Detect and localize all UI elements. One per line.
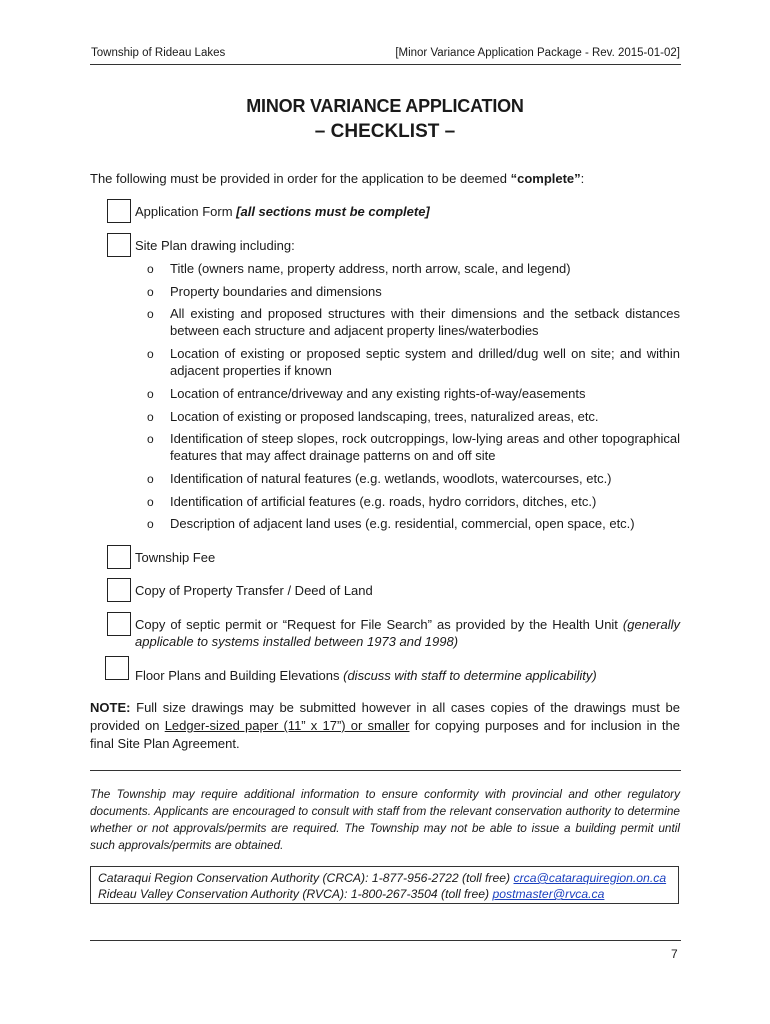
footer-divider [90, 940, 681, 941]
bullet-symbol: o [147, 517, 154, 531]
page-number: 7 [671, 947, 678, 961]
bullet-symbol: o [147, 307, 154, 321]
item-septic-permit [135, 616, 680, 650]
disclaimer: The Township may require additional information to ensure conformity with provincial and other regulatory documents. Applicants are encouraged to consult with staff from the relevant conservation authority to determine whether or not approvals/permits are required. The Township may not be able to issue a building permit until such approvals/permits are obtained. [90, 787, 680, 852]
note-label: NOTE: [90, 700, 131, 715]
site-plan-bullet: Identification of natural features (e.g. wetlands, woodlots, watercourses, etc.) [170, 471, 612, 486]
item-application-form-note: [all sections must be complete] [236, 204, 430, 219]
header-right: [Minor Variance Application Package - Rev. 2015-01-02] [395, 47, 680, 59]
intro-end: : [580, 171, 585, 186]
section-divider [90, 770, 681, 771]
intro-emphasis: “complete” [510, 171, 581, 186]
site-plan-bullet: All existing and proposed structures with their dimensions and the setback distances between each structure and adjacent property lines/waterbodies [170, 306, 680, 338]
bullet-symbol: o [147, 347, 154, 361]
checkbox-floor-plans[interactable] [105, 656, 129, 680]
page-title: MINOR VARIANCE APPLICATION [246, 96, 524, 116]
contact-crca-text: Cataraqui Region Conservation Authority (CRCA): 1-877-956-2722 (toll free) [98, 871, 514, 885]
note-text-2: for copying purposes and for inclusion in the final Site Plan Agreement. [90, 718, 680, 751]
bullet-symbol: o [147, 262, 154, 276]
site-plan-bullet: Title (owners name, property address, north arrow, scale, and legend) [170, 261, 571, 276]
item-floor-plans-note: (discuss with staff to determine applicability) [343, 668, 597, 683]
item-floor-plans-label: Floor Plans and Building Elevations [135, 668, 344, 683]
checkbox-deed[interactable] [107, 578, 131, 602]
bullet-symbol: o [147, 387, 154, 401]
checkbox-application-form[interactable] [107, 199, 131, 223]
note-underlined: Ledger-sized paper (11” x 17”) or smaller [164, 718, 410, 733]
header-left: Township of Rideau Lakes [91, 47, 226, 59]
contact-rvca [98, 887, 604, 901]
contact-crca [98, 871, 666, 885]
note-text-1: Full size drawings may be submitted however in all cases copies of the drawings must be provided on [90, 700, 680, 733]
item-township-fee: Township Fee [135, 550, 216, 565]
page-subtitle: – CHECKLIST – [314, 121, 456, 142]
intro-text [90, 171, 584, 186]
item-floor-plans [135, 667, 597, 684]
intro-main: The following must be provided in order for the application to be deemed [90, 171, 511, 186]
site-plan-bullet: Location of existing or proposed landscaping, trees, naturalized areas, etc. [170, 409, 599, 424]
bullet-symbol: o [147, 285, 154, 299]
checkbox-septic-permit[interactable] [107, 612, 131, 636]
item-site-plan-label: Site Plan drawing including: [135, 238, 295, 253]
note-paragraph [90, 699, 680, 753]
bullet-symbol: o [147, 495, 154, 509]
bullet-symbol: o [147, 472, 154, 486]
checkbox-township-fee[interactable] [107, 545, 131, 569]
bullet-symbol: o [147, 410, 154, 424]
site-plan-bullet: Location of existing or proposed septic system and drilled/dug well on site; and within adjacent properties if known [170, 346, 680, 378]
contact-rvca-email-link[interactable]: postmaster@rvca.ca [492, 887, 605, 901]
checkbox-site-plan[interactable] [107, 233, 131, 257]
contact-rvca-text: Rideau Valley Conservation Authority (RVCA): 1-800-267-3504 (toll free) [98, 887, 493, 901]
site-plan-bullet: Property boundaries and dimensions [170, 284, 382, 299]
site-plan-bullet: Identification of steep slopes, rock outcroppings, low-lying areas and other topographical features that may affect drainage patterns on and off site [170, 431, 680, 463]
item-septic-note: (generally applicable to systems installed between 1973 and 1998) [135, 617, 680, 649]
header-divider [90, 64, 681, 65]
item-septic-label: Copy of septic permit or “Request for File Search” as provided by the Health Unit [135, 617, 623, 632]
site-plan-bullet: Identification of artificial features (e.g. roads, hydro corridors, ditches, etc.) [170, 494, 597, 509]
site-plan-bullet: Description of adjacent land uses (e.g. residential, commercial, open space, etc.) [170, 516, 635, 531]
contact-crca-email-link[interactable]: crca@cataraquiregion.on.ca [513, 871, 667, 885]
item-application-form-label: Application Form [135, 204, 237, 219]
item-deed: Copy of Property Transfer / Deed of Land [135, 583, 373, 598]
bullet-symbol: o [147, 432, 154, 446]
site-plan-bullet: Location of entrance/driveway and any existing rights-of-way/easements [170, 386, 586, 401]
item-application-form [135, 203, 430, 220]
